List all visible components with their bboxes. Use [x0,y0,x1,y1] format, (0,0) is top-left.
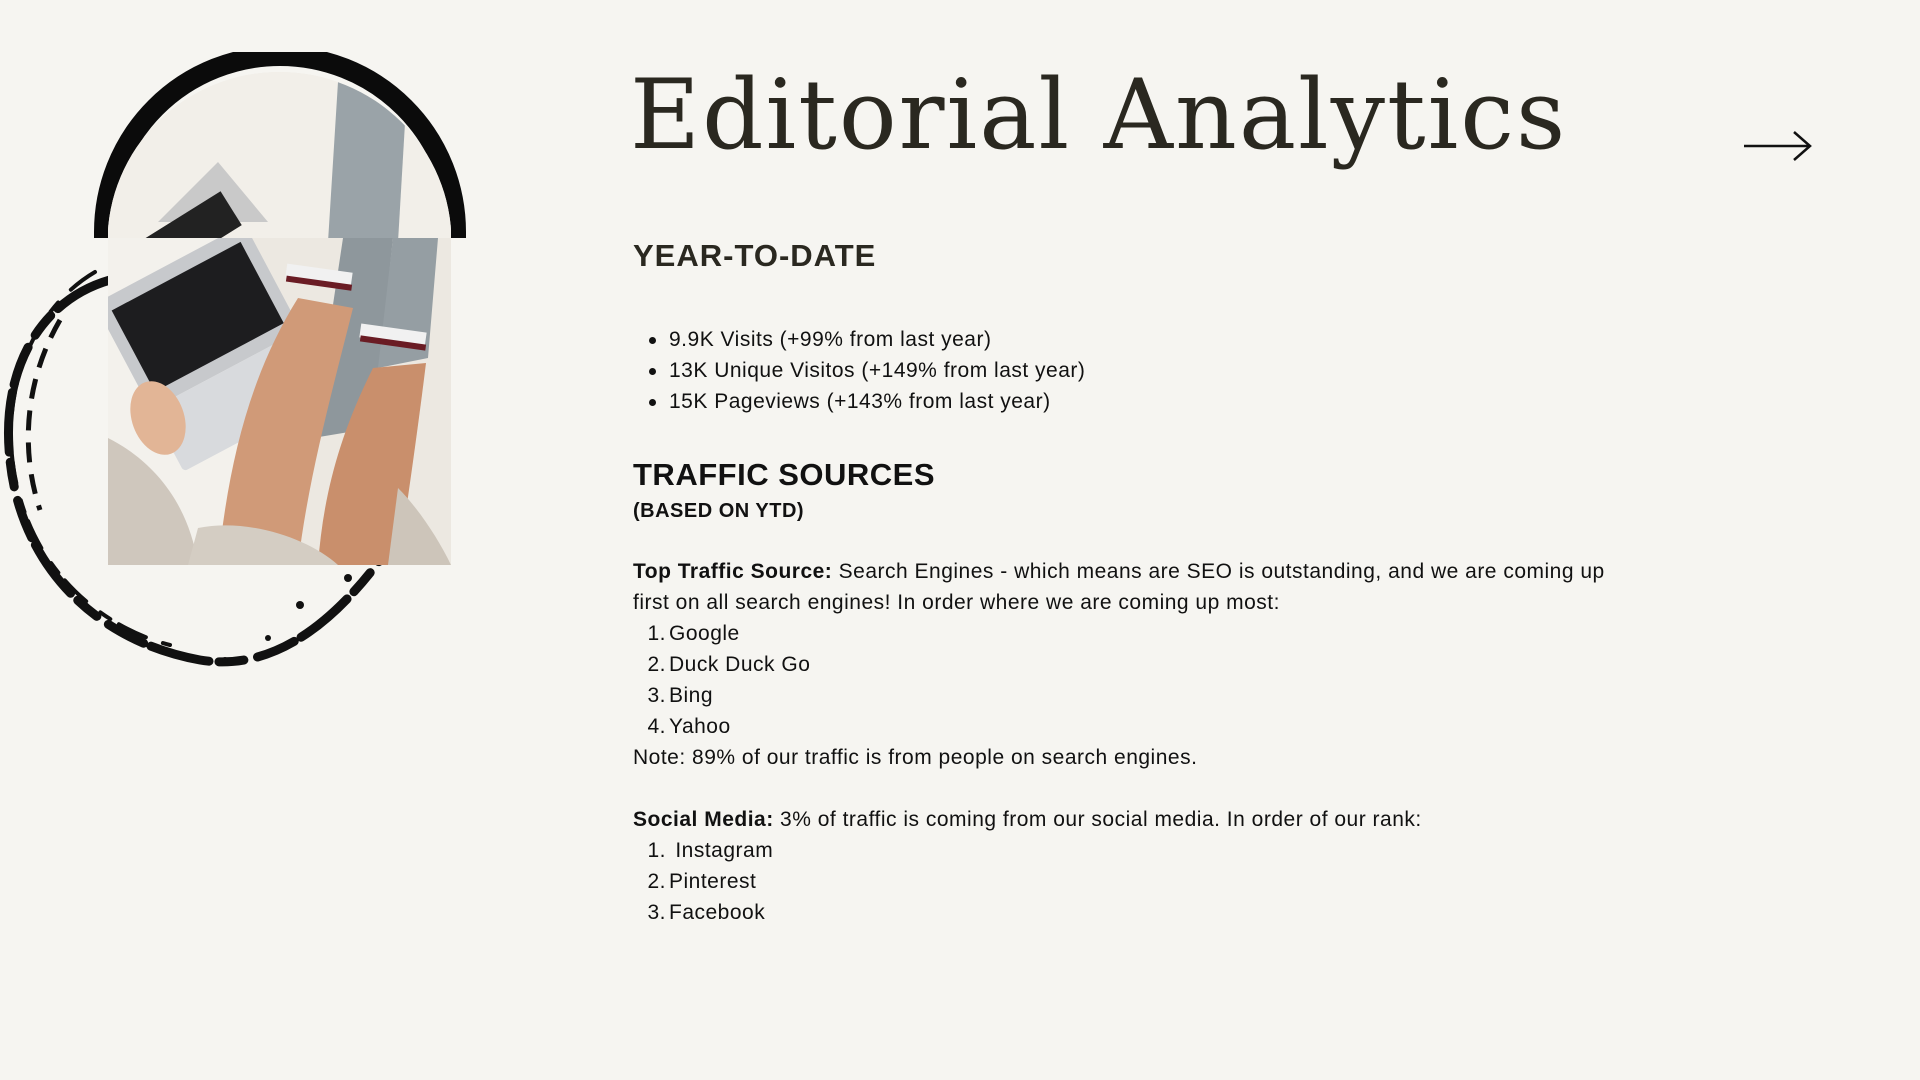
ytd-list [633,324,1633,417]
list-label: Google [669,622,740,645]
traffic-sources-heading: TRAFFIC SOURCES [633,457,935,492]
social-media-text: 3% of traffic is coming from our social media. In order of our rank: [773,808,1422,831]
top-traffic-source-paragraph [633,556,1633,618]
top-traffic-source-text: Search Engines - which means are SEO is outstanding, and we are coming up first on all search engines! In order where we are coming up most: [633,560,1605,614]
list-number: 2. [647,870,666,893]
social-media-paragraph [633,804,1633,835]
list-label: Duck Duck Go [669,653,811,676]
arrow-right-icon[interactable] [1742,128,1814,164]
list-number: 1. [647,839,666,862]
traffic-sources-subheading: (BASED ON YTD) [633,500,805,522]
list-item: 15K Pageviews (+143% from last year) [633,386,1633,417]
list-label: Instagram [669,839,774,862]
ytd-heading: YEAR-TO-DATE [633,238,877,273]
list-item: 13K Unique Visitos (+149% from last year) [633,355,1633,386]
top-traffic-source-label: Top Traffic Source: [633,560,833,583]
list-item: 9.9K Visits (+99% from last year) [633,324,1633,355]
list-item [633,618,1633,649]
list-number: 4. [647,715,666,738]
list-item [633,835,1633,866]
list-label: Facebook [669,901,766,924]
page-title: Editorial Analytics [630,59,1568,171]
list-number: 3. [647,901,666,924]
list-number: 2. [647,653,666,676]
list-item [633,649,1633,680]
list-item [633,866,1633,897]
list-label: Pinterest [669,870,757,893]
search-engine-note: Note: 89% of our traffic is from people on search engines. [633,746,1198,769]
social-media-label: Social Media: [633,808,774,831]
list-label: Bing [669,684,714,707]
content-area [633,232,1633,928]
list-number: 3. [647,684,666,707]
laptop-photo [108,238,451,565]
list-item [633,897,1633,928]
list-label: Yahoo [669,715,731,738]
list-item [633,711,1633,742]
list-number: 1. [647,622,666,645]
social-media-ranking [633,835,1633,928]
list-item [633,680,1633,711]
search-engine-ranking [633,618,1633,742]
